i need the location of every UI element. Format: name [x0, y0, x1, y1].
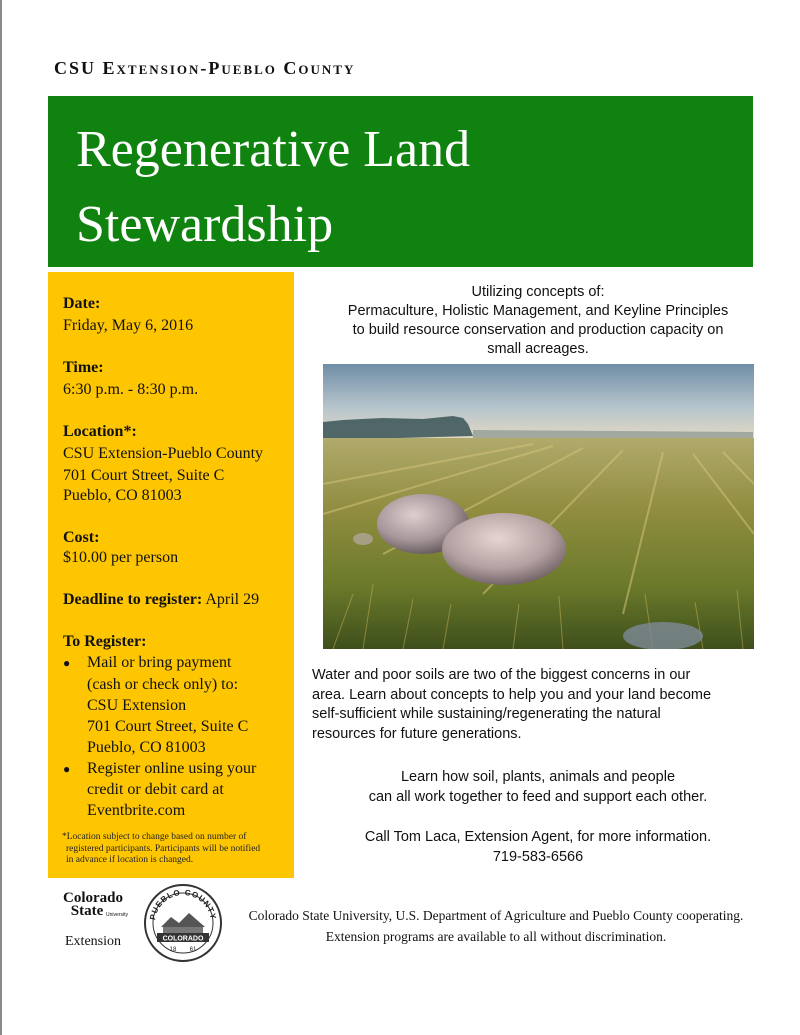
bullet2-line: Register online using your: [87, 760, 257, 777]
event-details-sidebar: [48, 272, 294, 878]
bullet-icon: ●: [63, 762, 71, 776]
date-value: Friday, May 6, 2016: [63, 317, 194, 334]
footer-line: Colorado State University, U.S. Department of Agriculture and Pueblo County cooperating.: [248, 908, 744, 923]
intro-line: Utilizing concepts of:: [471, 284, 605, 300]
seal-middle-text: COLORADO: [162, 935, 204, 943]
logo-word: Extension: [65, 934, 121, 949]
description-line: resources for future generations.: [312, 725, 522, 742]
date-label: Date:: [63, 295, 101, 312]
location-label: Location*:: [63, 423, 137, 440]
deadline-label: Deadline to register:: [63, 591, 203, 608]
org-header: [54, 58, 355, 79]
bullet1-line: CSU Extension: [87, 697, 187, 714]
bullet1-line: 701 Court Street, Suite C: [87, 718, 249, 735]
contact-phone: 719-583-6566: [492, 849, 584, 865]
intro-line: to build resource conservation and production capacity on: [352, 322, 724, 338]
intro-line: small acreages.: [487, 341, 589, 357]
contact-line: Call Tom Laca, Extension Agent, for more information.: [364, 829, 712, 845]
deadline-value: April 29: [205, 591, 260, 608]
time-label: Time:: [63, 359, 104, 376]
bullet1-line: Pueblo, CO 81003: [87, 739, 206, 756]
title-banner: [48, 96, 753, 267]
intro-line: Permaculture, Holistic Management, and Keyline Principles: [347, 303, 729, 319]
location-line: CSU Extension-Pueblo County: [63, 445, 264, 462]
seal-year-left: 18: [169, 947, 177, 953]
footnote-line: in advance if location is changed.: [66, 855, 194, 865]
field-photo: [323, 364, 754, 649]
footnote-line: registered participants. Participants will be notified: [66, 843, 261, 854]
cost-label: Cost:: [63, 529, 100, 546]
deadline: [63, 589, 259, 611]
contact-text: [308, 827, 768, 867]
logo-word: State: [70, 903, 104, 919]
csu-extension-logo: [54, 888, 132, 960]
time-value: 6:30 p.m. - 8:30 p.m.: [63, 381, 199, 398]
title-line-2: Stewardship: [76, 196, 334, 253]
description-text: [312, 666, 762, 744]
location-line: Pueblo, CO 81003: [63, 487, 182, 504]
learn-text: [308, 767, 768, 807]
footer-text: [230, 905, 762, 947]
description-line: self-sufficient while sustaining/regenerating the natural: [312, 706, 661, 722]
learn-line: Learn how soil, plants, animals and people: [400, 769, 676, 785]
bullet1-line: (cash or check only) to:: [87, 676, 239, 693]
location-line: 701 Court Street, Suite C: [63, 467, 225, 484]
learn-line: can all work together to feed and support each other.: [368, 789, 708, 805]
bullet1-line: Mail or bring payment: [87, 654, 232, 671]
bullet-icon: ●: [63, 656, 71, 670]
pueblo-county-seal: [143, 883, 223, 963]
seal-top-text: PUEBLO COUNTY: [148, 887, 218, 921]
register-label: To Register:: [63, 633, 147, 650]
logo-word: Colorado: [63, 890, 123, 906]
description-line: area. Learn about concepts to help you and your land become: [312, 686, 712, 703]
eventbrite-link[interactable]: Eventbrite.com: [87, 802, 186, 819]
page-edge: [0, 0, 2, 1035]
bullet2-line: credit or debit card at: [87, 781, 224, 798]
footer-line: Extension programs are available to all without discrimination.: [325, 929, 667, 944]
description-line: Water and poor soils are two of the biggest concerns in our: [312, 667, 691, 683]
org-name: CSU Extension-Pueblo County: [54, 58, 356, 78]
cost-value: $10.00 per person: [63, 549, 179, 566]
intro-text: [308, 283, 768, 359]
title-line-1: Regenerative Land: [76, 121, 471, 178]
seal-year-right: 61: [189, 947, 197, 953]
location-footnote: [62, 832, 260, 867]
logo-word: University: [106, 912, 128, 918]
footnote-line: *Location subject to change based on number of: [62, 832, 247, 842]
